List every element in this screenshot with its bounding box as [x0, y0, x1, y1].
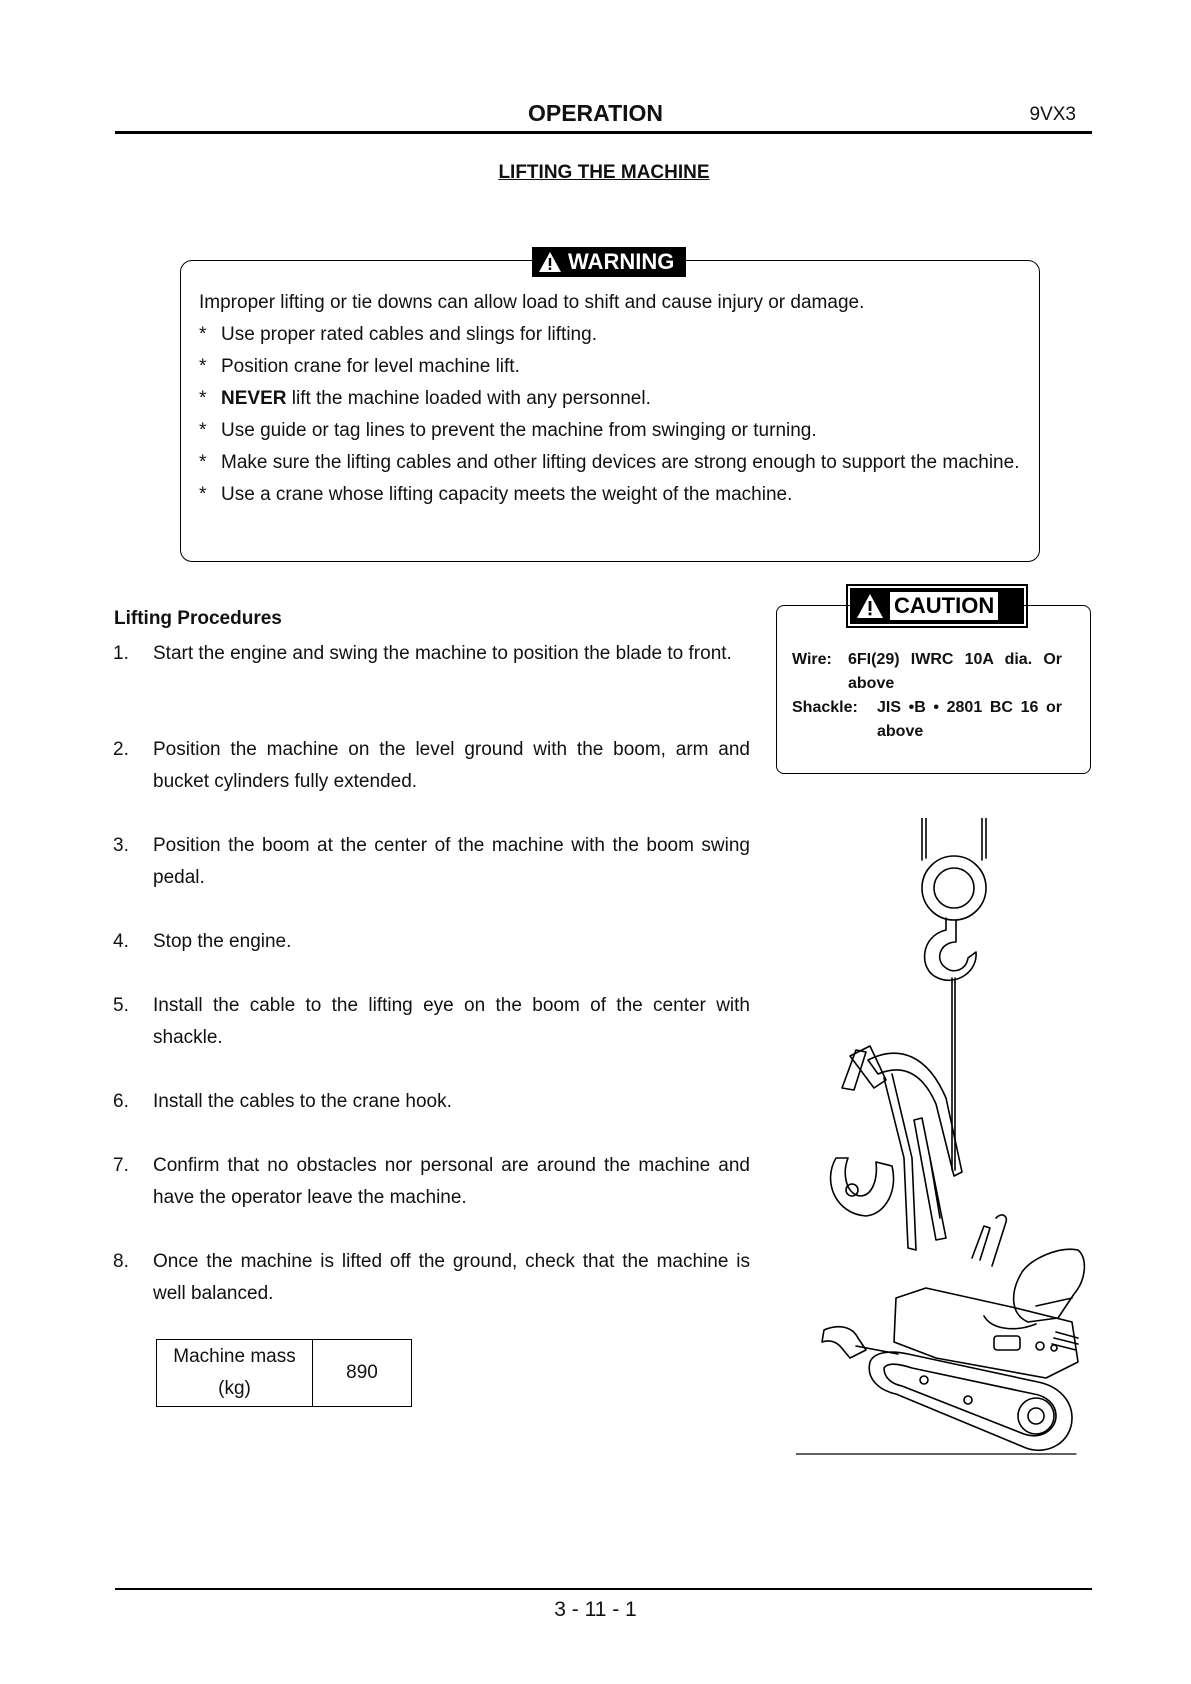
section-title: LIFTING THE MACHINE [498, 162, 710, 183]
bullet-marker: * [199, 356, 207, 377]
caution-wire-row [792, 648, 1062, 696]
step-number: 4. [113, 931, 129, 952]
warning-bullet [199, 415, 1033, 447]
warning-bullet-text: Use guide or tag lines to prevent the machine from swinging or turning. [221, 420, 817, 441]
procedure-step [113, 638, 750, 670]
step-text: Once the machine is lifted off the ground, check that the machine is well balanced. [153, 1251, 750, 1304]
crane-hook-icon [925, 918, 977, 980]
warning-badge [532, 247, 686, 277]
page-header-title: OPERATION [527, 100, 664, 126]
warning-bullet-text: Use proper rated cables and slings for lifting. [221, 324, 597, 345]
warning-bullet-text: Use a crane whose lifting capacity meets the weight of the machine. [221, 484, 793, 505]
step-number: 3. [113, 835, 129, 856]
boom-cylinder [914, 1118, 946, 1240]
procedure-step [113, 830, 750, 894]
warning-bullet-text [221, 383, 1033, 415]
mass-value-cell: 890 [313, 1340, 412, 1407]
excavator-bucket [831, 1158, 894, 1216]
warning-bullet [199, 383, 1033, 415]
step-number: 1. [113, 643, 129, 664]
procedures-title: Lifting Procedures [114, 608, 282, 629]
step-number: 7. [113, 1155, 129, 1176]
drive-sprocket-icon [1018, 1398, 1054, 1434]
procedure-step [113, 1086, 750, 1118]
warning-bullet-text-rest: lift the machine loaded with any personnel. [291, 388, 651, 409]
shackle-label: Shackle: [792, 699, 858, 716]
step-text: Stop the engine. [153, 931, 292, 952]
step-text: Position the boom at the center of the machine with the boom swing pedal. [153, 835, 750, 888]
bullet-marker: * [199, 420, 207, 441]
warning-bullet [199, 351, 1033, 383]
crane-lifting-excavator-illustration [796, 818, 1096, 1458]
excavator-body [894, 1288, 1078, 1378]
step-number: 2. [113, 739, 129, 760]
header-rule [115, 131, 1092, 134]
never-emphasis: NEVER [221, 388, 287, 409]
warning-bullet [199, 479, 1033, 511]
warning-text [199, 287, 1033, 511]
crawler-track [869, 1352, 1072, 1450]
bullet-marker: * [199, 452, 207, 473]
mass-label-line1: Machine mass [173, 1346, 296, 1367]
step-number: 6. [113, 1091, 129, 1112]
warning-bullet-text: Make sure the lifting cables and other lifting devices are strong enough to support the machine. [221, 452, 1020, 473]
operator-seat [1014, 1249, 1085, 1322]
caution-badge [850, 588, 1024, 624]
procedure-step [113, 734, 750, 798]
warning-bullet-text: Position crane for level machine lift. [221, 356, 520, 377]
caution-triangle-icon [856, 593, 884, 619]
machine-mass-table [156, 1339, 412, 1407]
warning-bullet [199, 447, 1033, 479]
step-text: Install the cable to the lifting eye on the boom of the center with shackle. [153, 995, 750, 1048]
step-text: Position the machine on the level ground with the boom, arm and bucket cylinders fully extended. [153, 739, 750, 792]
step-text: Start the engine and swing the machine to position the blade to front. [153, 643, 732, 664]
mass-label-line2: (kg) [218, 1378, 251, 1399]
warning-triangle-icon [538, 251, 562, 273]
step-text: Confirm that no obstacles nor personal are around the machine and have the operator leave the machine. [153, 1155, 750, 1208]
caution-text [792, 648, 1062, 744]
caution-label: CAUTION [890, 592, 998, 620]
step-text: Install the cables to the crane hook. [153, 1091, 452, 1112]
mass-label-cell [157, 1340, 313, 1407]
wire-value: 6FI(29) IWRC 10A dia. Or above [848, 651, 1062, 692]
bullet-marker: * [199, 484, 207, 505]
warning-intro: Improper lifting or tie downs can allow load to shift and cause injury or damage. [199, 292, 865, 313]
dozer-blade [822, 1327, 866, 1358]
control-lever [972, 1226, 990, 1260]
procedure-step [113, 1150, 750, 1214]
footer-rule [115, 1588, 1092, 1590]
procedure-step [113, 926, 750, 958]
bullet-marker: * [199, 324, 207, 345]
step-number: 8. [113, 1251, 129, 1272]
warning-bullet [199, 319, 1033, 351]
wire-label: Wire: [792, 651, 832, 668]
crane-pulley-icon [922, 856, 986, 920]
procedure-step [113, 1246, 750, 1310]
caution-shackle-row [792, 696, 1062, 744]
step-number: 5. [113, 995, 129, 1016]
page-number: 3 - 11 - 1 [554, 1598, 637, 1621]
warning-label: WARNING [568, 249, 675, 274]
bullet-marker: * [199, 388, 207, 409]
model-code: 9VX3 [1029, 104, 1076, 125]
shackle-value: JIS •B • 2801 BC 16 or above [877, 699, 1062, 740]
procedure-step [113, 990, 750, 1054]
